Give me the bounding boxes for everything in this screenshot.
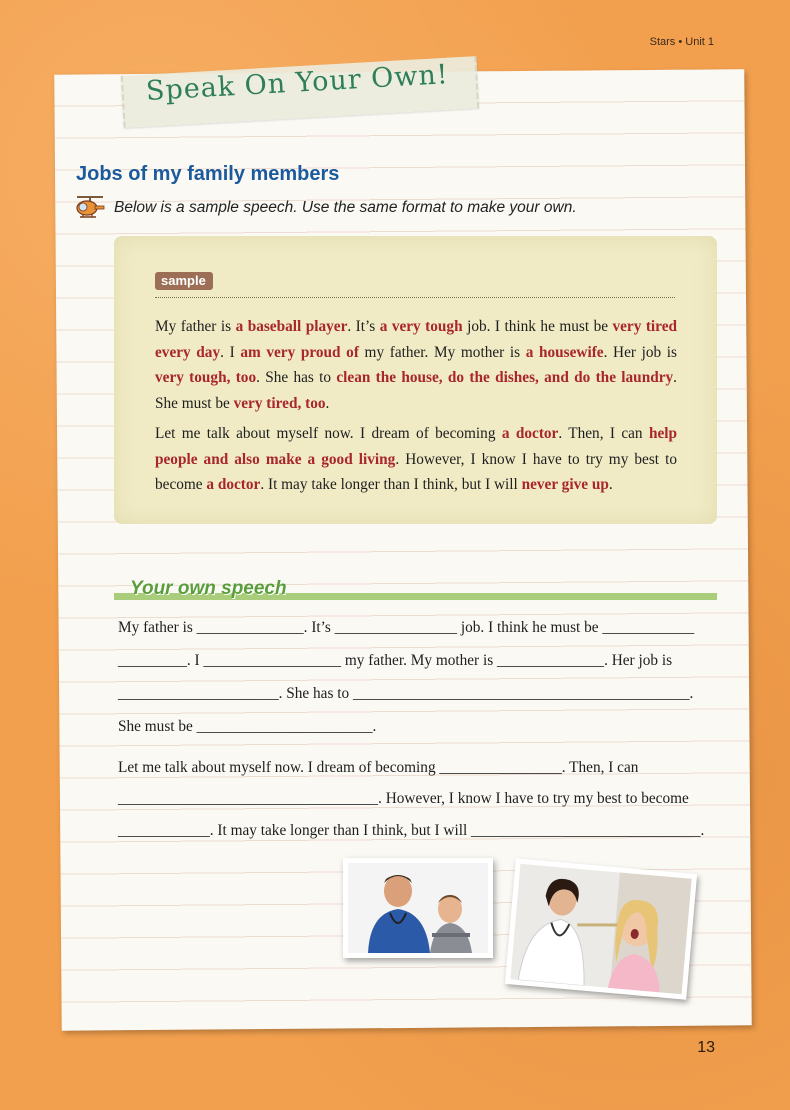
sample-text-segment: . It’s	[347, 318, 380, 335]
sample-text-segment: . Then, I can	[558, 425, 649, 442]
sample-text-segment: . However, I know I have to try my best to become	[155, 450, 677, 493]
sample-text-segment: . It may take longer than I think, but I will	[260, 476, 522, 493]
worksheet-line: ____________. It may take longer than I think, but I will ______________________________.	[118, 822, 705, 839]
worksheet-line: She must be _______________________.	[118, 718, 377, 735]
highlighted-phrase: am very proud of	[240, 343, 359, 361]
sample-text-segment: . She must be	[155, 369, 677, 412]
photo-doctor-with-boy	[343, 858, 493, 958]
sample-text-segment: .	[608, 476, 613, 493]
highlighted-phrase: clean the house, do the dishes, and do the laundry	[336, 369, 674, 386]
worksheet-line: My father is ______________. It’s ________________ job. I think he must be ____________	[118, 619, 695, 636]
sample-divider	[155, 297, 675, 298]
page-title: Speak On Your Own!	[145, 59, 450, 107]
section-title: Jobs of my family members	[76, 163, 340, 185]
sample-tag: sample	[155, 272, 213, 290]
sample-paragraph-1	[155, 314, 677, 416]
highlighted-phrase: a housewife	[525, 343, 604, 361]
highlighted-phrase: very tired every day	[155, 318, 677, 361]
highlighted-phrase: very tough, too	[155, 369, 257, 386]
highlighted-phrase: help people and also make a good living	[155, 425, 678, 468]
sample-text-segment: . I	[220, 343, 241, 361]
photo-doctor-examining-girl	[505, 858, 697, 999]
worksheet-line: _________. I __________________ my father. My mother is ______________. Her job is	[118, 652, 673, 669]
speech-title: Your own speech	[130, 578, 287, 599]
sample-text-segment: My father is	[155, 318, 236, 335]
page-number: 13	[697, 1039, 715, 1056]
worksheet-line: _____________________. She has to ____________________________________________.	[118, 685, 694, 702]
highlighted-phrase: never give up	[521, 476, 609, 493]
instruction-text: Below is a sample speech. Use the same format to make your own.	[114, 199, 577, 216]
worksheet-line: Let me talk about myself now. I dream of becoming ________________. Then, I can	[118, 759, 639, 776]
sample-paragraph-2	[155, 421, 677, 498]
helicopter-icon	[74, 194, 106, 220]
highlighted-phrase: a very tough	[379, 318, 463, 335]
sample-text-segment: job. I think he must be	[462, 318, 613, 335]
sample-text-segment: .	[325, 394, 330, 412]
worksheet-line: __________________________________. However, I know I have to try my best to become	[118, 790, 689, 807]
sample-text-segment: my father. My mother is	[358, 343, 526, 361]
sample-text-segment: Let me talk about myself now. I dream of becoming	[155, 425, 502, 442]
sample-text-segment: . She has to	[256, 369, 337, 386]
highlighted-phrase: a baseball player	[235, 318, 348, 335]
sample-text-segment: . Her job is	[603, 343, 678, 361]
highlighted-phrase: a doctor	[206, 476, 261, 493]
unit-label: Stars • Unit 1	[649, 36, 714, 48]
highlighted-phrase: very tired, too	[233, 394, 326, 412]
highlighted-phrase: a doctor	[501, 425, 559, 442]
